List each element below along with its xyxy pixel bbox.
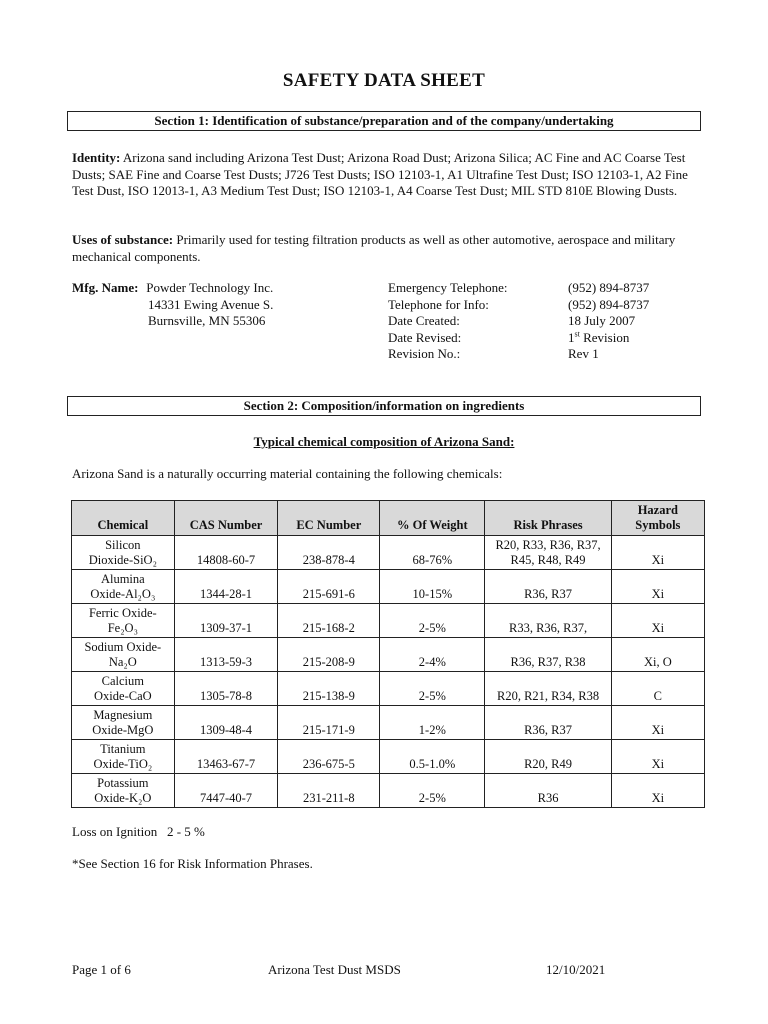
cell-risk-phrases bbox=[485, 536, 611, 570]
cell-weight-text: 0.5-1.0% bbox=[409, 757, 456, 771]
cell-chemical-text: Dioxide-SiO₂ bbox=[88, 553, 157, 567]
mfg-label bbox=[72, 280, 138, 297]
cell-chemical-text: Oxide-MgO bbox=[92, 723, 154, 737]
cell-cas-number bbox=[174, 638, 278, 672]
cell-risk-phrases bbox=[485, 774, 611, 808]
section-2-header: Section 2: Composition/information on ingredients bbox=[67, 396, 701, 416]
info-value: Rev 1 bbox=[568, 346, 599, 361]
cell-ec-number-text: 215-138-9 bbox=[302, 689, 355, 703]
cell-cas-number-text: 1313-59-3 bbox=[199, 655, 253, 669]
cell-ec-number-text: 215-171-9 bbox=[302, 723, 355, 737]
cell-weight bbox=[380, 774, 485, 808]
cell-cas-number-text: 1305-78-8 bbox=[199, 689, 253, 703]
cell-ec-number bbox=[278, 570, 380, 604]
cell-risk-phrases-text: R20, R33, R36, R37, bbox=[495, 538, 601, 552]
cell-hazard-symbols bbox=[611, 706, 704, 740]
uses-text: Primarily used for testing filtration products as well as other automotive, aerospace and military mechanical components. bbox=[72, 232, 676, 264]
table-row bbox=[72, 536, 705, 570]
risk-phrases-note: *See Section 16 for Risk Information Phrases. bbox=[72, 856, 313, 871]
cell-cas-number bbox=[174, 604, 278, 638]
table-row bbox=[72, 570, 705, 604]
info-label: Date Created: bbox=[388, 313, 460, 328]
cell-chemical bbox=[72, 740, 175, 774]
cell-risk-phrases bbox=[485, 604, 611, 638]
table-row bbox=[72, 706, 705, 740]
cell-chemical-text: Sodium Oxide- bbox=[84, 640, 162, 654]
mfg-address-line-1: 14331 Ewing Avenue S. bbox=[148, 296, 274, 312]
cell-ec-number bbox=[278, 706, 380, 740]
cell-chemical-text: Alumina bbox=[100, 572, 145, 586]
cell-weight-text: 1-2% bbox=[418, 723, 446, 737]
cell-weight bbox=[380, 706, 485, 740]
cell-hazard-symbols bbox=[611, 604, 704, 638]
header-cas-number: CAS Number bbox=[174, 501, 278, 536]
cell-weight bbox=[380, 536, 485, 570]
cell-risk-phrases-text: R45, R48, R49 bbox=[510, 553, 586, 567]
info-value bbox=[568, 330, 629, 347]
cell-ec-number bbox=[278, 638, 380, 672]
cell-hazard-symbols-text: Xi bbox=[651, 621, 665, 635]
cell-cas-number bbox=[174, 706, 278, 740]
cell-weight-text: 2-5% bbox=[418, 621, 446, 635]
cell-weight bbox=[380, 604, 485, 638]
cell-hazard-symbols-text: Xi bbox=[651, 757, 665, 771]
cell-weight bbox=[380, 740, 485, 774]
cell-risk-phrases bbox=[485, 672, 611, 706]
table-row bbox=[72, 604, 705, 638]
cell-risk-phrases-text: R36, R37 bbox=[524, 587, 573, 601]
cell-chemical-text: Oxide-TiO₂ bbox=[93, 757, 153, 771]
cell-ec-number bbox=[278, 774, 380, 808]
cell-ec-number bbox=[278, 604, 380, 638]
cell-chemical-text: Na₂O bbox=[108, 655, 137, 669]
cell-ec-number bbox=[278, 740, 380, 774]
cell-chemical-text: Oxide-K₂O bbox=[94, 791, 152, 805]
document-title: SAFETY DATA SHEET bbox=[282, 70, 486, 91]
cell-chemical-text: Oxide-CaO bbox=[94, 689, 152, 703]
cell-ec-number-text: 238-878-4 bbox=[302, 553, 355, 567]
cell-ec-number-text: 215-691-6 bbox=[302, 587, 355, 601]
cell-cas-number bbox=[174, 570, 278, 604]
cell-chemical-text: Potassium bbox=[97, 776, 149, 790]
cell-ec-number bbox=[278, 672, 380, 706]
cell-hazard-symbols bbox=[611, 740, 704, 774]
cell-chemical bbox=[72, 774, 175, 808]
cell-ec-number-text: 215-168-2 bbox=[302, 621, 355, 635]
cell-cas-number-text: 1309-37-1 bbox=[199, 621, 253, 635]
table-header-row bbox=[72, 501, 705, 536]
footer-document-name: Arizona Test Dust MSDS bbox=[268, 962, 401, 977]
cell-chemical bbox=[72, 706, 175, 740]
cell-risk-phrases bbox=[485, 638, 611, 672]
cell-cas-number bbox=[174, 672, 278, 706]
cell-chemical-text: Fe₂O₃ bbox=[107, 621, 138, 635]
table-row bbox=[72, 740, 705, 774]
cell-risk-phrases-text: R20, R49 bbox=[524, 757, 573, 771]
cell-hazard-symbols-text: Xi, O bbox=[643, 655, 672, 669]
cell-hazard-symbols-text: Xi bbox=[651, 723, 665, 737]
cell-ec-number-text: 236-675-5 bbox=[302, 757, 355, 771]
cell-cas-number-text: 13463-67-7 bbox=[196, 757, 256, 771]
mfg-address-line-2: Burnsville, MN 55306 bbox=[148, 313, 266, 328]
cell-risk-phrases-text: R36 bbox=[537, 791, 559, 805]
cell-weight-text: 2-5% bbox=[418, 689, 446, 703]
table-row bbox=[72, 638, 705, 672]
composition-intro: Arizona Sand is a naturally occurring material containing the following chemicals: bbox=[72, 466, 503, 481]
cell-chemical bbox=[72, 570, 175, 604]
footer-page-number: Page 1 of 6 bbox=[72, 962, 131, 977]
cell-hazard-symbols bbox=[611, 672, 704, 706]
cell-hazard-symbols-text: Xi bbox=[651, 553, 665, 567]
cell-chemical bbox=[72, 536, 175, 570]
cell-hazard-symbols-text: Xi bbox=[651, 791, 665, 805]
mfg-name-text: Powder Technology Inc. bbox=[146, 280, 274, 295]
cell-weight-text: 68-76% bbox=[412, 553, 453, 567]
uses-paragraph bbox=[72, 232, 702, 265]
cell-cas-number-text: 1344-28-1 bbox=[199, 587, 253, 601]
cell-weight-text: 2-4% bbox=[418, 655, 446, 669]
cell-chemical bbox=[72, 672, 175, 706]
cell-chemical-text: Silicon bbox=[105, 538, 141, 552]
cell-cas-number bbox=[174, 740, 278, 774]
cell-weight-text: 2-5% bbox=[418, 791, 446, 805]
header-chemical: Chemical bbox=[72, 501, 175, 536]
identity-paragraph bbox=[72, 150, 702, 200]
header-ec-number: EC Number bbox=[278, 501, 380, 536]
header-hazard-symbols bbox=[611, 501, 704, 536]
info-value: (952) 894-8737 bbox=[568, 296, 650, 312]
cell-ec-number-text: 215-208-9 bbox=[302, 655, 355, 669]
info-label: Revision No.: bbox=[388, 346, 461, 361]
cell-risk-phrases bbox=[485, 740, 611, 774]
cell-chemical-text: Oxide-Al₂O₃ bbox=[90, 587, 156, 601]
table-row bbox=[72, 672, 705, 706]
cell-cas-number-text: 14808-60-7 bbox=[196, 553, 256, 567]
mfg-label-text: Mfg. Name: bbox=[72, 280, 139, 295]
cell-chemical-text: Calcium bbox=[101, 674, 144, 688]
cell-risk-phrases-text: R36, R37, R38 bbox=[510, 655, 586, 669]
footer-date: 12/10/2021 bbox=[546, 962, 606, 977]
cell-hazard-symbols bbox=[611, 638, 704, 672]
cell-hazard-symbols-text: Xi bbox=[651, 587, 665, 601]
cell-risk-phrases-text: R20, R21, R34, R38 bbox=[497, 689, 600, 703]
cell-risk-phrases bbox=[485, 706, 611, 740]
cell-risk-phrases bbox=[485, 570, 611, 604]
header-risk-phrases: Risk Phrases bbox=[485, 501, 611, 536]
cell-risk-phrases-text: R36, R37 bbox=[524, 723, 573, 737]
cell-cas-number-text: 1309-48-4 bbox=[199, 723, 253, 737]
info-label: Telephone for Info: bbox=[388, 296, 489, 312]
cell-chemical-text: Magnesium bbox=[93, 708, 153, 722]
cell-chemical-text: Ferric Oxide- bbox=[88, 606, 157, 620]
cell-ec-number-text: 231-211-8 bbox=[302, 791, 355, 805]
section-1-header: Section 1: Identification of substance/preparation and of the company/undertaking bbox=[67, 111, 701, 131]
cell-chemical-text: Titanium bbox=[100, 742, 146, 756]
cell-ec-number bbox=[278, 536, 380, 570]
info-label: Date Revised: bbox=[388, 329, 462, 345]
info-value: 18 July 2007 bbox=[568, 313, 636, 328]
cell-chemical bbox=[72, 604, 175, 638]
table-row bbox=[72, 774, 705, 808]
identity-label: Identity: bbox=[72, 150, 121, 165]
info-value-number: 1 bbox=[568, 329, 575, 345]
info-value: (952) 894-8737 bbox=[568, 280, 650, 295]
cell-hazard-symbols-text: C bbox=[653, 689, 662, 703]
cell-hazard-symbols bbox=[611, 570, 704, 604]
composition-subtitle: Typical chemical composition of Arizona Sand: bbox=[253, 434, 515, 449]
header-hazard-text: Hazard Symbols bbox=[635, 503, 681, 532]
cell-weight-text: 10-15% bbox=[412, 587, 453, 601]
cell-weight bbox=[380, 638, 485, 672]
uses-label: Uses of substance: bbox=[72, 232, 174, 247]
composition-table bbox=[71, 500, 705, 808]
info-label: Emergency Telephone: bbox=[388, 280, 508, 295]
info-value-rest: Revision bbox=[579, 329, 630, 345]
cell-hazard-symbols bbox=[611, 536, 704, 570]
cell-weight bbox=[380, 570, 485, 604]
cell-cas-number bbox=[174, 536, 278, 570]
cell-chemical bbox=[72, 638, 175, 672]
identity-text: Arizona sand including Arizona Test Dust; Arizona Road Dust; Arizona Silica; AC Fine and AC Coarse Test Dusts; SAE Fine and Coarse Test Dusts; J726 Test Dusts; ISO 12103-1, A1 Ultrafine Test Dust; ISO 12103-1, A2 Fine Test Dust, ISO 12013-1, A3 Medium Test Dust; ISO 12103-1, A4 Coarse Test Dust; MIL STD 810E Blowing Dusts. bbox=[72, 150, 688, 198]
mfg-name bbox=[143, 280, 273, 297]
loss-on-ignition: Loss on Ignition 2 - 5 % bbox=[72, 824, 205, 839]
cell-cas-number bbox=[174, 774, 278, 808]
cell-hazard-symbols bbox=[611, 774, 704, 808]
cell-weight bbox=[380, 672, 485, 706]
header-weight: % Of Weight bbox=[380, 501, 485, 536]
cell-cas-number-text: 7447-40-7 bbox=[199, 791, 253, 805]
info-value-superscript: st bbox=[574, 329, 580, 339]
cell-risk-phrases-text: R33, R36, R37, bbox=[508, 621, 588, 635]
